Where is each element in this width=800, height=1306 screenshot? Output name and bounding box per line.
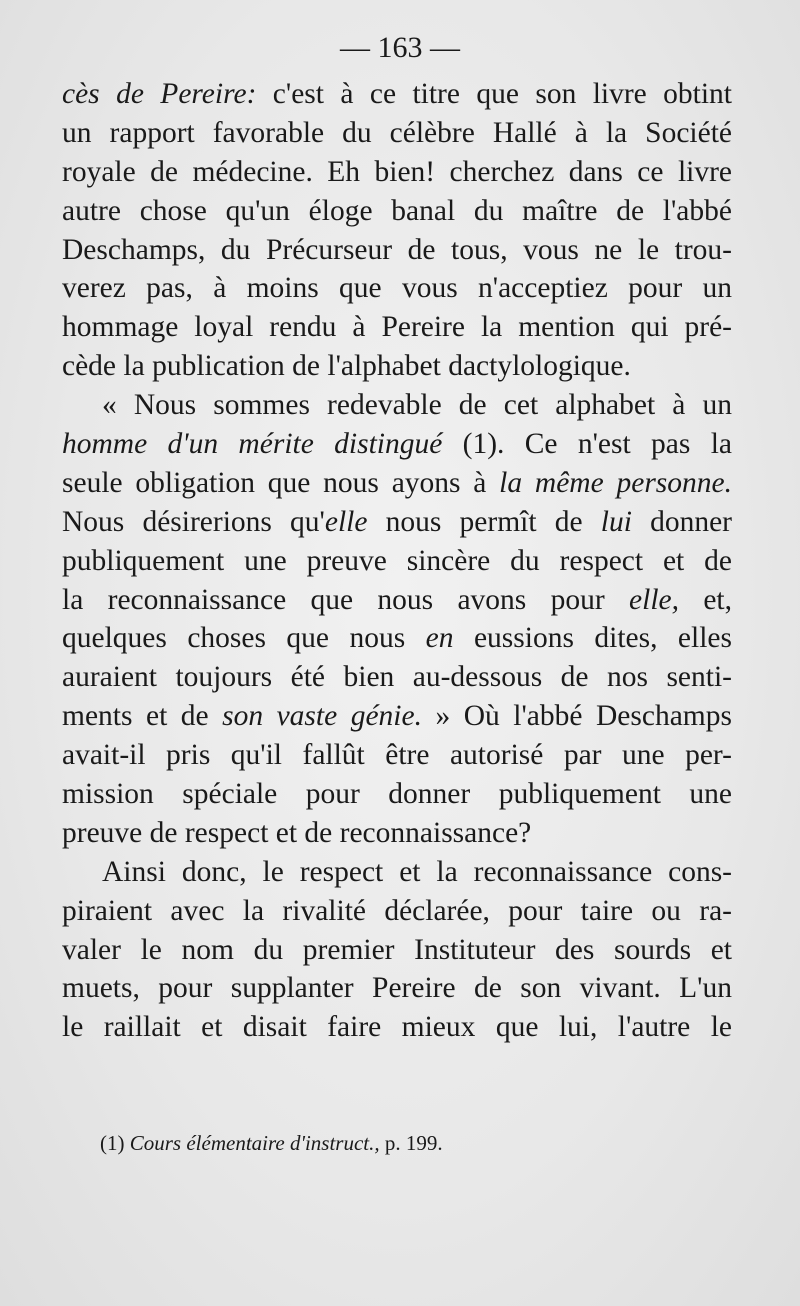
text-segment: « Nous sommes redevable de cet alphabet à un [102,389,732,422]
text-segment: preuve de respect et de reconnaissance? [62,816,532,849]
text-line [62,386,732,425]
text-segment: hommage loyal rendu à Pereire la mention qui pré- [62,311,732,344]
text-segment: eussions dites, elles [453,622,732,655]
footnote-title: Cours élémentaire d'instruct., [129,1131,380,1155]
text-line [62,75,732,114]
text-line [62,892,732,931]
text-segment: donner [631,505,732,538]
italic-text: homme d'un mérite distingué [62,428,443,461]
text-segment: piraient avec la rivalité déclarée, pour taire ou ra- [62,894,732,927]
text-line [62,425,732,464]
text-segment: un rapport favorable du célèbre Hallé à la Société [62,116,732,149]
text-line [62,503,732,542]
text-line [62,542,732,581]
text-segment: c'est à ce titre que son livre obtint [256,78,733,110]
italic-text: en [425,622,454,655]
text-line [62,464,732,503]
text-line [62,308,732,347]
footnote-marker: (1) [100,1131,130,1155]
italic-text: elle [324,505,368,538]
italic-text: elle, [629,583,679,616]
text-segment: et, [679,583,732,616]
text-segment: valer le nom du premier Instituteur des sourds et [62,933,732,966]
text-line [62,736,732,775]
text-line [62,619,732,658]
text-segment: seule obligation que nous ayons à [62,466,500,499]
italic-text: la même personne. [499,466,732,499]
text-segment: Ainsi donc, le respect et la reconnaissance cons- [102,855,732,888]
footnote-page-ref: p. 199. [379,1131,443,1155]
text-line [62,931,732,970]
italic-text: lui [600,505,632,538]
text-line [62,153,732,192]
text-segment: Deschamps, du Précurseur de tous, vous ne le trou- [62,233,732,266]
text-line [62,231,732,270]
text-segment: publiquement une preuve sincère du respect et de [62,544,732,577]
text-line [62,969,732,1008]
text-segment: la reconnaissance que nous avons pour [62,583,630,616]
text-segment: royale de médecine. Eh bien! cherchez dans ce livre [62,155,732,188]
text-line [62,853,732,892]
text-line [62,347,732,386]
text-segment: Nous désirerions qu' [62,505,325,538]
text-segment: verez pas, à moins que vous n'acceptiez pour un [62,272,732,305]
text-line [62,192,732,231]
text-segment: cède la publication de l'alphabet dactylologique. [62,350,631,383]
italic-text: cès de Pereire: [62,78,257,110]
text-line [62,581,732,620]
text-segment: le raillait et disait faire mieux que lui, l'autre le [62,1011,732,1044]
text-segment: ments et de [62,700,223,733]
text-segment: autre chose qu'un éloge banal du maître de l'abbé [62,194,732,227]
body-text [62,75,732,1047]
text-segment: (1). Ce n'est pas la [442,428,732,461]
text-line [62,1008,732,1047]
text-segment: mission spéciale pour donner publiquement une [62,778,732,811]
text-segment: auraient toujours été bien au-dessous de nos senti- [62,661,732,694]
text-line [62,658,732,697]
text-segment: quelques choses que nous [62,622,426,655]
text-segment: » Où l'abbé Deschamps [421,700,732,733]
text-segment: avait-il pris qu'il fallût être autorisé par une per- [62,739,732,772]
text-line [62,114,732,153]
page-number: — 163 — [340,31,460,64]
text-line [62,697,732,736]
text-line [62,269,732,308]
text-line [62,814,732,853]
footnote [100,1128,443,1158]
text-segment: nous permît de [367,505,601,538]
text-line [62,775,732,814]
text-segment: muets, pour supplanter Pereire de son vivant. L'un [62,972,732,1005]
italic-text: son vaste génie. [222,700,422,733]
